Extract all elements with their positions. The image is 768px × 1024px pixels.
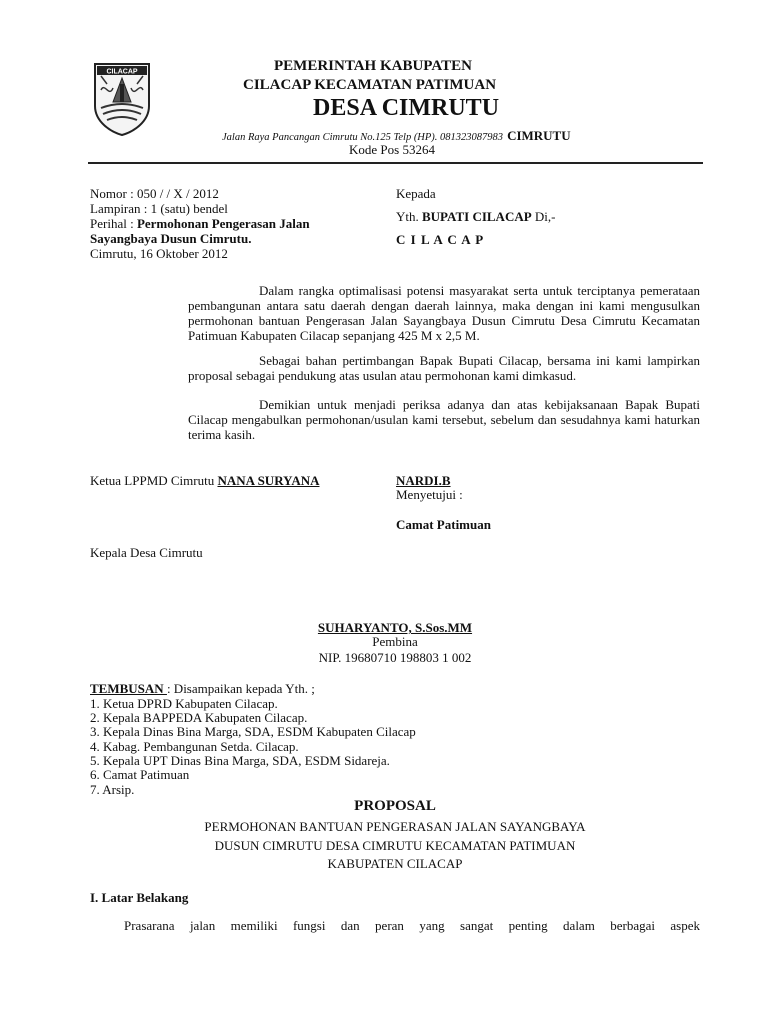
letterhead-address-place: CIMRUTU [507,128,571,143]
cc-header [90,681,315,696]
letterhead-line3: DESA CIMRUTU [313,95,500,121]
regency-logo [93,62,151,136]
village-head-nip: NIP. 19680710 198803 1 002 [318,650,472,665]
recipient-city: C I L A C A P [396,232,485,247]
ketua-label: Ketua LPPMD Cimrutu [90,473,218,488]
proposal-subtitle-1: PERMOHONAN BANTUAN PENGERASAN JALAN SAYANGBAYA [204,819,586,834]
body-paragraph-3: Demikian untuk menjadi periksa adanya dan atas kebijaksanaan Bapak Bupati Cilacap mengabulkan permohonan/usulan kami tersebut, sebelum dan sesudahnya kami haturkan terima kasih. [188,397,700,442]
letter-number: Nomor : 050 / / X / 2012 [90,186,219,201]
letter-attachment: Lampiran : 1 (satu) bendel [90,201,228,216]
cc-item: 6. Camat Patimuan [90,767,190,782]
section-heading: I. Latar Belakang [90,890,189,905]
cc-item: 5. Kepala UPT Dinas Bina Marga, SDA, ESDM Sidareja. [90,753,390,768]
subject-label: Perihal : [90,216,137,231]
recipient-yth: Yth. [396,209,422,224]
village-head-name: SUHARYANTO, S.Sos.MM [317,620,473,635]
approval-label: Menyetujui : [396,487,463,502]
cc-item: 1. Ketua DPRD Kabupaten Cilacap. [90,696,278,711]
section-text: Prasarana jalan memiliki fungsi dan peran yang sangat penting dalam berbagai aspek [124,918,700,933]
recipient-name: BUPATI CILACAP [422,209,532,224]
proposal-title: PROPOSAL [354,798,436,814]
logo-label: CILACAP [106,68,138,76]
cc-item: 3. Kepala Dinas Bina Marga, SDA, ESDM Kabupaten Cilacap [90,724,416,739]
ketua-signature-line [90,473,319,488]
camat-title: Camat Patimuan [396,517,491,532]
letterhead-address: Jalan Raya Pancangan Cimrutu No.125 Telp (HP). 081323087983 [222,132,504,143]
recipient-kepada: Kepada [396,186,436,201]
cc-item: 7. Arsip. [90,782,135,797]
subject-value-2: Sayangbaya Dusun Cimrutu. [90,231,252,246]
ketua-name: NANA SURYANA [217,473,320,488]
proposal-subtitle-2: DUSUN CIMRUTU DESA CIMRUTU KECAMATAN PATIMUAN [214,838,576,853]
letterhead-line1: PEMERINTAH KABUPATEN [274,58,472,74]
body-paragraph-2: Sebagai bahan pertimbangan Bapak Bupati Cilacap, bersama ini kami lampirkan proposal sebagai pendukung atas usulan atau permohonan kami dimkasud. [188,353,700,383]
recipient-di: Di,- [531,209,556,224]
village-head-rank: Pembina [372,634,418,649]
letter-subject [90,216,310,231]
cc-intro: : Disampaikan kepada Yth. ; [166,681,315,696]
recipient-line [396,209,556,224]
village-head-title: Kepala Desa Cimrutu [90,545,203,560]
letterhead-line2: CILACAP KECAMATAN PATIMUAN [243,77,497,93]
proposal-subtitle-3: KABUPATEN CILACAP [327,856,463,871]
body-paragraph-1: Dalam rangka optimalisasi potensi masyarakat serta untuk terciptanya pemerataan pembangunan antara satu daerah dengan daerah lainnya, maka dengan ini kami mengusulkan permohonan bantuan Pengerasan Jalan Sayangbaya Dusun Cimrutu Desa Cimrutu Kecamatan Patimuan Kabupaten Cilacap sepanjang 425 M x 2,5 M. [188,283,700,343]
letterhead-divider [88,162,703,164]
subject-value-1: Permohonan Pengerasan Jalan [136,216,310,231]
cc-label: TEMBUSAN [90,681,167,696]
cc-item: 4. Kabag. Pembangunan Setda. Cilacap. [90,739,299,754]
place-date: Cimrutu, 16 Oktober 2012 [90,246,228,261]
signatory-nardi: NARDI.B [396,473,451,488]
cc-item: 2. Kepala BAPPEDA Kabupaten Cilacap. [90,710,308,725]
letterhead-postcode: Kode Pos 53264 [349,142,435,157]
